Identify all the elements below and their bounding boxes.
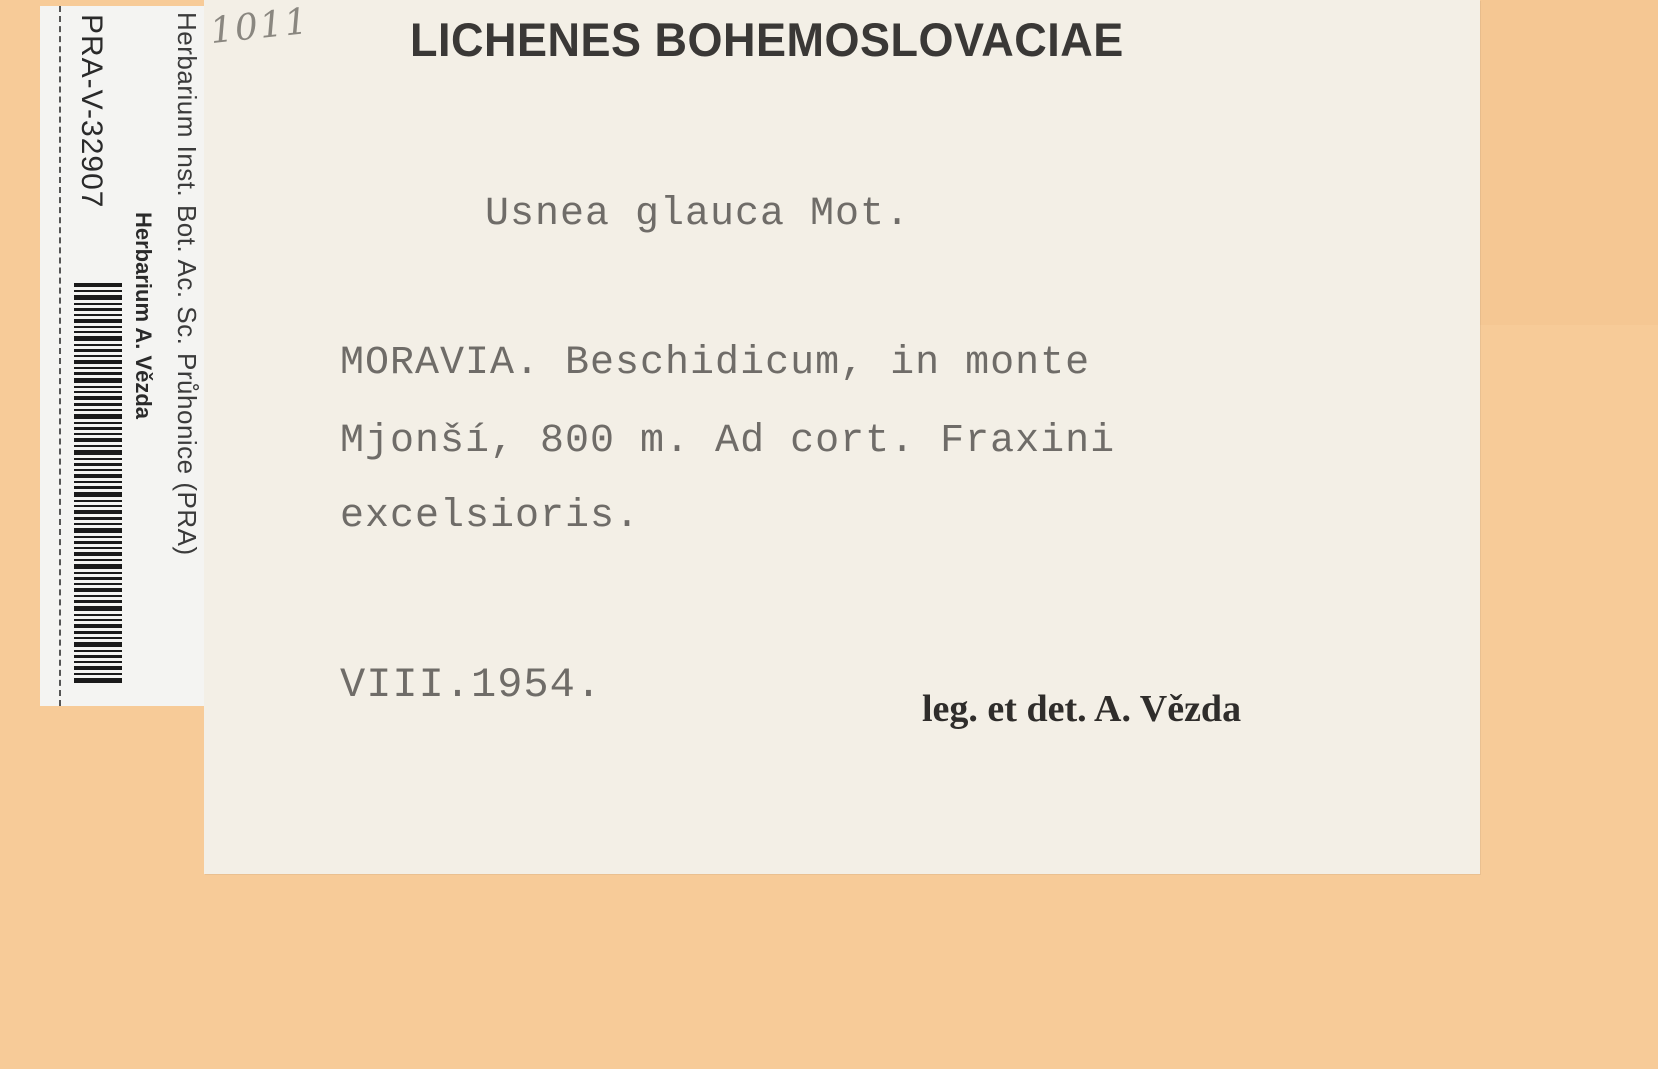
cut-line [59, 6, 61, 706]
locality-line: Mjonší, 800 m. Ad cort. Fraxini [340, 419, 1116, 464]
handwritten-number: 1011 [208, 0, 312, 53]
locality-line: excelsioris. [340, 494, 641, 539]
series-title: LICHENES BOHEMOSLOVACIAE [410, 12, 1124, 67]
collection-name: Herbarium A. Vězda [131, 212, 156, 420]
collection-date: VIII.1954. [340, 661, 603, 709]
specimen-id: PRA-V-32907 [75, 14, 108, 209]
collector-credit: leg. et det. A. Vězda [922, 688, 1242, 730]
institution-text: Herbarium Inst. Bot. Ac. Sc. Průhonice (PRA) [172, 12, 202, 556]
species-name: Usnea glauca Mot. [485, 192, 911, 237]
locality-line: MORAVIA. Beschidicum, in monte [340, 341, 1091, 386]
backing-sheet-edge [1480, 0, 1658, 325]
barcode-graphic [74, 283, 122, 683]
